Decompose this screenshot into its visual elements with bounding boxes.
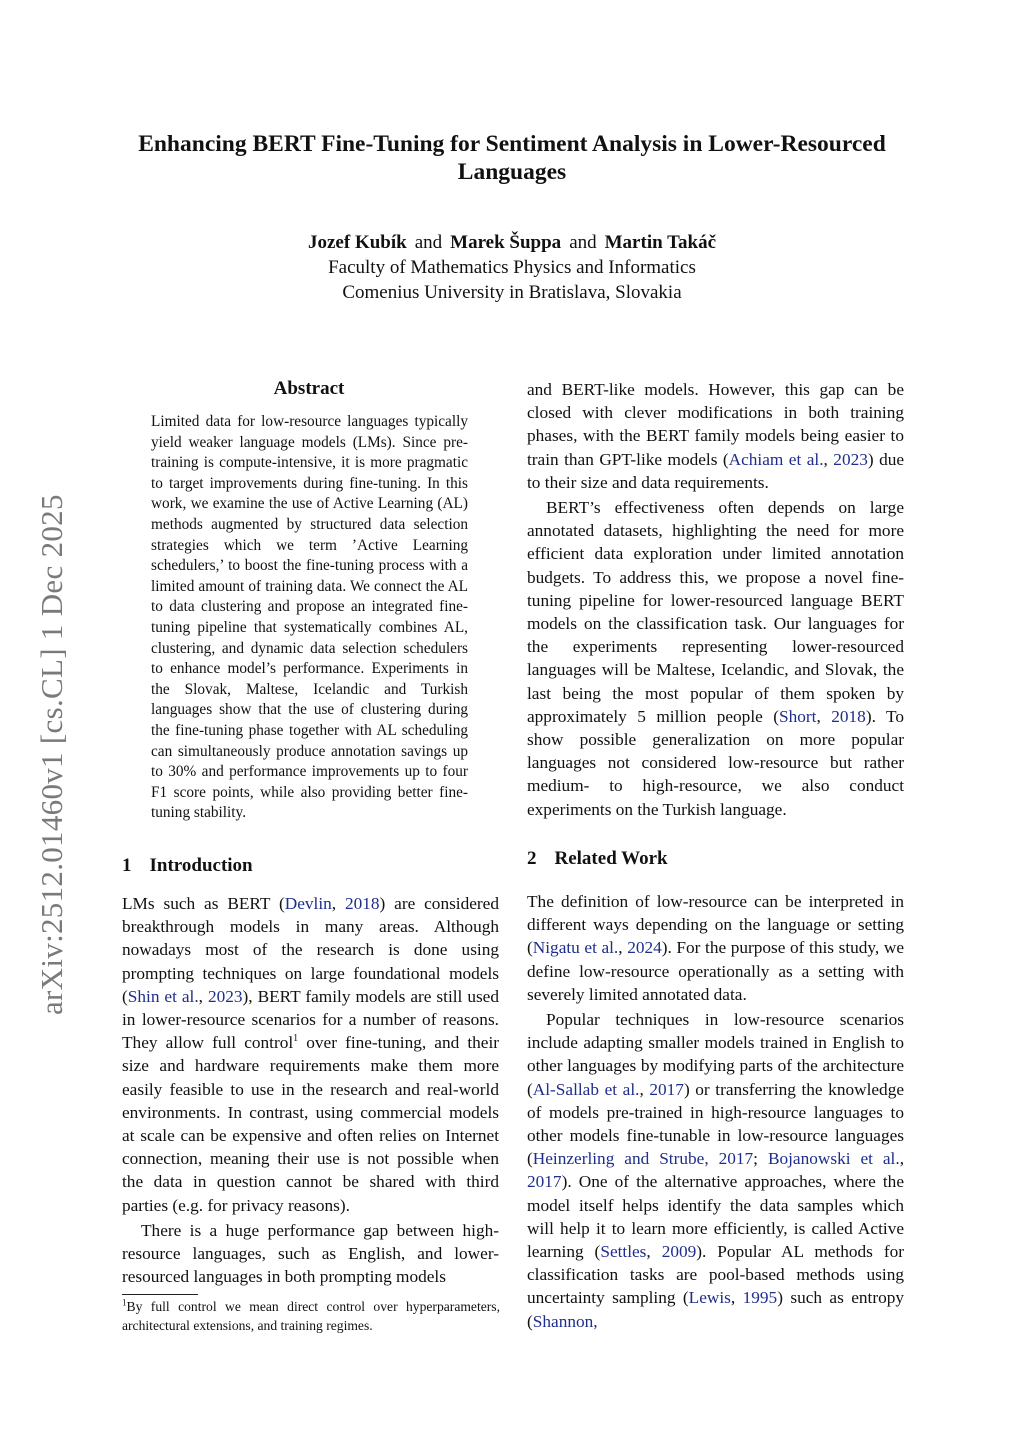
citation-link[interactable]: Lewis — [688, 1288, 731, 1308]
author-name: Martin Takáč — [604, 232, 716, 253]
text-run: , — [639, 1079, 650, 1099]
text-run: ). To show possible generalization on more popular languages not considered low-resource but rather medium- to high-resource, we also conduct experiments on the Turkish language. — [527, 706, 905, 819]
section-number: 2 — [527, 848, 537, 869]
citation-link[interactable]: 2023 — [833, 449, 868, 469]
citation-link[interactable]: Shin et al. — [127, 986, 199, 1006]
citation-link[interactable]: 2018 — [831, 706, 866, 726]
citation-link[interactable]: , — [704, 1149, 719, 1169]
citation-link[interactable]: Shannon — [532, 1311, 594, 1331]
text-run: , — [646, 1242, 662, 1262]
citation-link[interactable]: 2018 — [344, 894, 380, 913]
citation-link[interactable]: Nigatu et al. — [532, 938, 619, 958]
arxiv-identifier: arXiv:2512.01460v1 [cs.CL] 1 Dec 2025 — [34, 494, 69, 1015]
footnote-number: 1 — [122, 1297, 127, 1308]
citation-link[interactable]: 1995 — [742, 1288, 778, 1308]
citation-link[interactable]: 2017 — [527, 1172, 562, 1192]
citation-link[interactable]: 2017 — [718, 1149, 754, 1169]
paragraph — [527, 1008, 904, 1333]
text-run: , — [823, 449, 834, 469]
paragraph: There is a huge performance gap between high-resource languages, such as English, and lower-resourced languages in both prompting models — [122, 1220, 499, 1287]
abstract-text: Limited data for low-resource languages typically yield weaker language models (LMs). Since pre-training is compute-intensive, it is more pragmatic to target improvements during fine-tuning. In this work, we examine the use of Active Learning (AL) methods augmented by structured data selection strategies which we term ’Active Learning schedulers,’ to boost the fine-tuning process with a limited amount of training data. We connect the AL to data clustering and propose an integrated fine-tuning pipeline that systematically combines AL, clustering, and dynamic data selection schedulers to enhance model’s performance. Experiments in the Slovak, Maltese, Icelandic and Turkish languages show that the use of clustering during the fine-tuning phase together with AL scheduling can simultaneously produce annotation savings up to 30% and performance improvements up to four F1 score points, while also providing better fine-tuning stability. — [151, 413, 468, 822]
text-run: ; — [753, 1149, 768, 1169]
text-run: , — [198, 986, 208, 1006]
author-name: Jozef Kubík — [308, 232, 407, 253]
author-separator: and — [569, 232, 597, 253]
text-run: LMs such as BERT ( — [122, 894, 285, 913]
citation-link[interactable]: Achiam et al. — [728, 449, 824, 469]
citation-link[interactable]: Bojanowski et al. — [767, 1149, 900, 1169]
paragraph — [527, 378, 904, 494]
paragraph — [527, 496, 904, 821]
related-work-body — [527, 890, 904, 1333]
author-block — [110, 230, 914, 305]
citation-link[interactable]: Short — [779, 706, 817, 726]
author-separator: and — [414, 232, 443, 253]
text-run: ). Popular AL methods for classification tasks are pool-based methods using uncertainty sampling ( — [527, 1242, 904, 1308]
citation-link[interactable]: 2009 — [661, 1242, 697, 1262]
text-run: , — [816, 706, 832, 726]
footnote-text: By full control we mean direct control over hyperparameters, architectural extensions, and training regimes. — [122, 1299, 500, 1333]
citation-link[interactable]: Settles — [600, 1242, 647, 1262]
footnote-marker[interactable]: 1 — [293, 1033, 299, 1045]
text-run: , — [899, 1149, 905, 1169]
text-run: The definition of low-resource can be interpreted in different ways depending on the language or setting ( — [527, 892, 904, 958]
text-run: ). For the purpose of this study, we define low-resource operationally as a setting with severely limited annotated data. — [527, 938, 904, 1004]
text-run: ), BERT family models are still used in lower-resource scenarios for a number of reasons. They allow full control — [122, 986, 499, 1053]
introduction-continued — [527, 378, 904, 821]
paragraph — [527, 890, 904, 1006]
abstract-heading: Abstract — [273, 378, 345, 399]
footnote-divider — [122, 1294, 198, 1295]
citation-link[interactable]: Al-Sallab et al. — [532, 1079, 640, 1099]
text-run: over fine-tuning, and their size and hardware requirements make them more easily feasible to use in the research and real-world environments. In contrast, using commercial models at scale can be expensive and often relies on Internet connection, meaning their use is not possible when the data in question cannot be shared with third parties (e.g. for privacy reasons). — [122, 1033, 499, 1215]
text-run: and BERT-like models. However, this gap can be closed with clever modifications in both training phases, with the BERT family models being easier to train than GPT-like models ( — [527, 380, 904, 469]
footnote — [122, 1298, 500, 1335]
text-run: , — [730, 1288, 743, 1308]
text-run: ) or transferring the knowledge of models pre-trained in high-resource languages to other models fine-tunable in low-resource languages ( — [527, 1079, 905, 1169]
section-heading-introduction — [122, 855, 253, 877]
citation-link[interactable]: Heinzerling and Strube — [532, 1149, 705, 1169]
affiliation-line: Comenius University in Bratislava, Slovakia — [342, 282, 682, 303]
citation-link[interactable]: 2024 — [627, 938, 662, 958]
text-run: , — [618, 938, 628, 958]
author-names — [110, 230, 914, 255]
section-title: Related Work — [554, 848, 668, 869]
author-name: Marek Šuppa — [450, 232, 562, 253]
section-number: 1 — [122, 855, 132, 876]
text-run: ) are considered breakthrough models in many areas. Although nowadays most of the research is done using prompting techniques on large foundational models ( — [122, 894, 499, 1006]
paragraph — [122, 892, 499, 1217]
text-run: Popular techniques in low-resource scenarios include adapting smaller models trained in English to other languages by modifying parts of the architecture ( — [527, 1010, 904, 1099]
text-run: ). One of the alternative approaches, where the model itself helps identify the data samples which will help it to learn more efficiently, is called Active learning ( — [527, 1172, 904, 1262]
citation-link[interactable]: 2023 — [207, 986, 243, 1006]
text-run: ) due to their size and data requirements. — [527, 449, 905, 492]
citation-link[interactable]: 2017 — [649, 1079, 684, 1099]
citation-link[interactable]: Devlin — [284, 894, 332, 913]
text-run: , — [593, 1311, 598, 1331]
affiliation-line: Faculty of Mathematics Physics and Informatics — [328, 257, 696, 278]
introduction-body — [122, 892, 499, 1288]
text-run: ) such as entropy ( — [527, 1288, 905, 1331]
section-title: Introduction — [149, 855, 253, 876]
text-run: , — [331, 894, 345, 913]
paper-title: Enhancing BERT Fine-Tuning for Sentiment Analysis in Lower-Resourced Languages — [138, 131, 886, 185]
section-heading-related-work — [527, 848, 668, 870]
text-run: BERT’s effectiveness often depends on large annotated datasets, highlighting the need for more efficient data exploration under limited annotation budgets. To address this, we propose a novel fine-tuning pipeline for lower-resourced language BERT models on the classification task. Our languages for the experiments representing lower-resourced languages will be Maltese, Icelandic, and Slovak, the last being the most popular of them spoken by approximately 5 million people ( — [527, 498, 904, 726]
